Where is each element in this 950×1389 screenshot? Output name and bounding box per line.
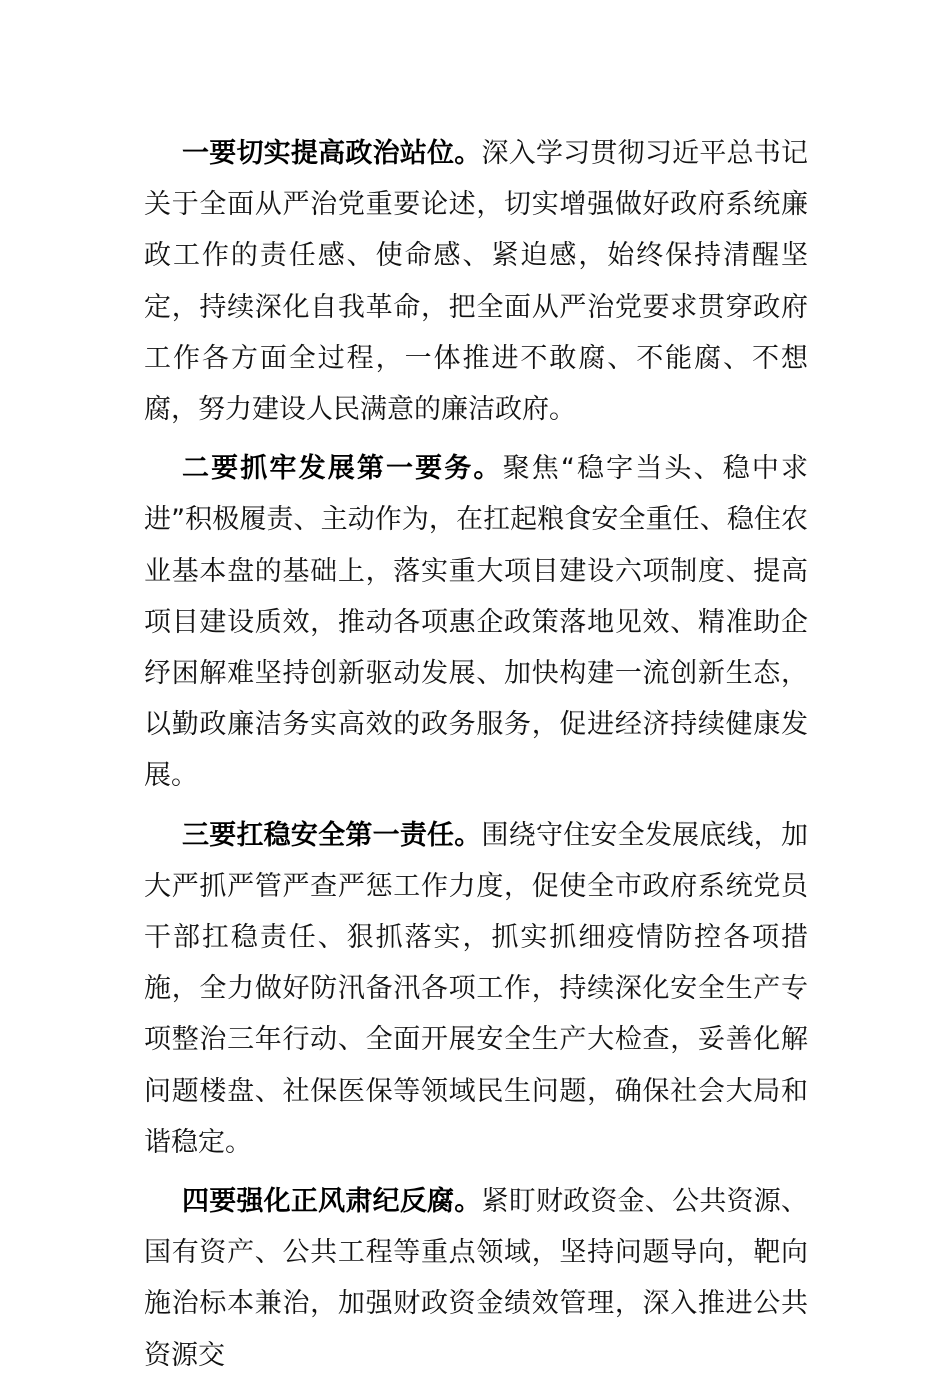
- paragraph-1: [144, 128, 808, 435]
- paragraph-2-text: 聚焦“稳字当头、稳中求进”积极履责、主动作为，在扛起粮食安全重任、稳住农业基本盘的基础上，落实重大项目建设六项制度、提高项目建设质效，推动各项惠企政策落地见效、精准助企纾困解难坚持创新驱动发展、加快构建一流创新生态，以勤政廉洁务实高效的政务服务，促进经济持续健康发展。: [144, 453, 808, 792]
- document-body: [144, 128, 808, 1389]
- paragraph-3-heading: 三要扛稳安全第一责任。: [182, 819, 482, 851]
- paragraph-3-text: 围绕守住安全发展底线，加大严抓严管严查严惩工作力度，促使全市政府系统党员干部扛稳责任、狠抓落实，抓实抓细疫情防控各项措施，全力做好防汛备汛各项工作，持续深化安全生产专项整治三年行动、全面开展安全生产大检查，妥善化解问题楼盘、社保医保等领域民生问题，确保社会大局和谐稳定。: [144, 819, 808, 1158]
- paragraph-4: [144, 1176, 808, 1381]
- paragraph-2: [144, 443, 808, 801]
- paragraph-3: [144, 810, 808, 1168]
- paragraph-1-text: 深入学习贯彻习近平总书记关于全面从严治党重要论述，切实增强做好政府系统廉政工作的责任感、使命感、紧迫感，始终保持清醒坚定，持续深化自我革命，把全面从严治党要求贯穿政府工作各方面全过程，一体推进不敢腐、不能腐、不想腐，努力建设人民满意的廉洁政府。: [144, 138, 808, 426]
- paragraph-1-heading: 一要切实提高政治站位。: [182, 138, 482, 169]
- paragraph-2-heading: 二要抓牢发展第一要务。: [182, 453, 503, 485]
- paragraph-4-heading: 四要强化正风肃纪反腐。: [182, 1186, 482, 1218]
- paragraph-4-text: 紧盯财政资金、公共资源、国有资产、公共工程等重点领域，坚持问题导向，靶向施治标本兼治，加强财政资金绩效管理，深入推进公共资源交: [144, 1186, 808, 1371]
